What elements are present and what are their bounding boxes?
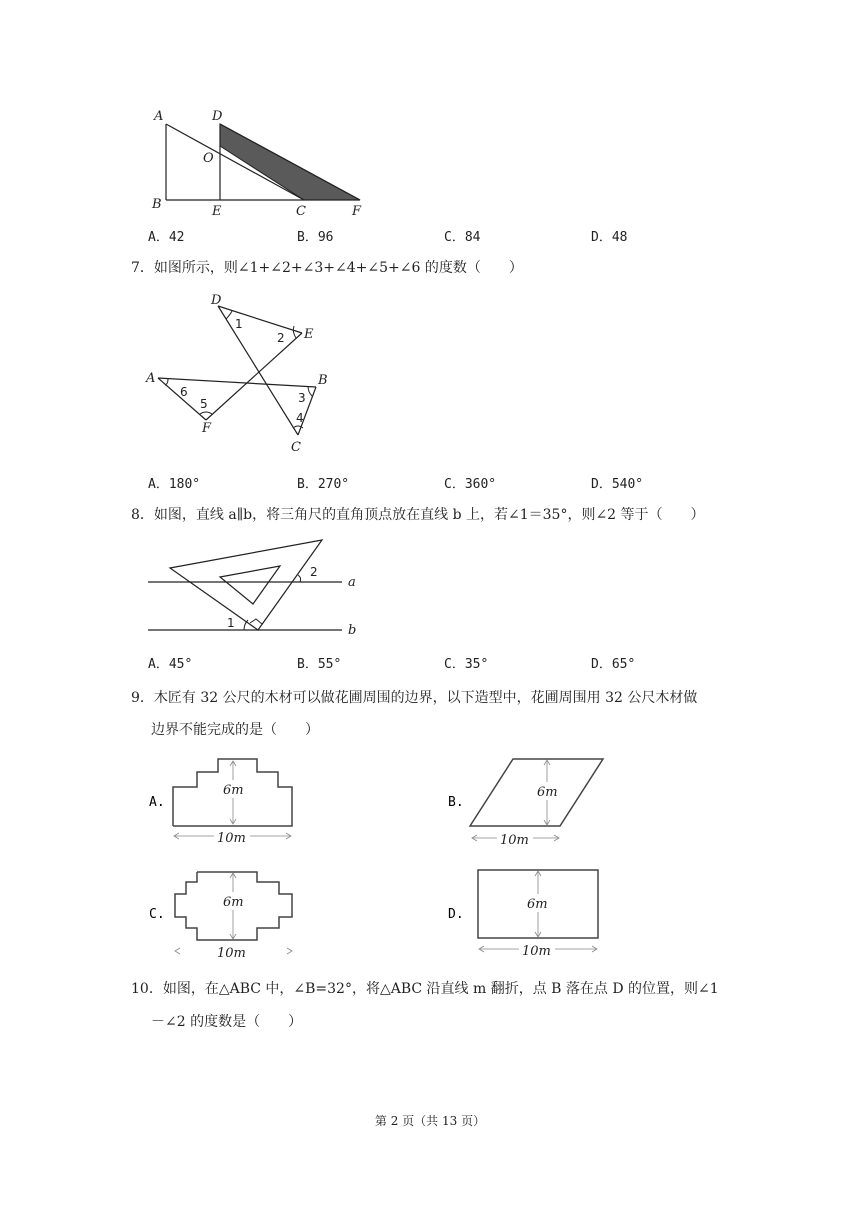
q6-figure <box>140 100 380 225</box>
q8-option-d[interactable]: D．65° <box>591 657 636 672</box>
q9-figure-d[interactable] <box>440 862 640 962</box>
q8-label-a: a <box>348 575 356 590</box>
page-footer: 第 2 页（共 13 页） <box>374 1114 486 1128</box>
q7-angle-1: 1 <box>235 317 243 331</box>
q6-option-a[interactable]: A．42 <box>148 230 185 245</box>
q7-label-E: E <box>304 327 314 342</box>
q7-option-a[interactable]: A．180° <box>148 477 201 492</box>
q9-a-height: 6m <box>223 783 244 798</box>
q9-option-d-label: D. <box>448 907 464 922</box>
q9-c-height: 6m <box>223 895 244 910</box>
q8-figure <box>140 534 380 646</box>
q9-a-width: 10m <box>217 831 246 846</box>
q6-label-C: C <box>296 204 306 219</box>
q6-option-b[interactable]: B．96 <box>297 230 334 245</box>
q7-angle-2: 2 <box>277 331 285 345</box>
q9-stem-line1: 9．木匠有 32 公尺的木材可以做花圃周围的边界，以下造型中，花圃周围用 32 公尺木材做 <box>131 690 698 706</box>
q6-label-O: O <box>203 151 214 166</box>
q9-figure-a[interactable] <box>140 750 320 850</box>
q7-angle-3: 3 <box>298 391 306 405</box>
q9-stem-line2: 边界不能完成的是（ ） <box>151 722 319 738</box>
q10-stem-line1: 10．如图，在△ABC 中，∠B=32°，将△ABC 沿直线 m 翻折，点 B 落在点 D 的位置，则∠1 <box>131 981 719 997</box>
q9-b-height: 6m <box>537 785 558 800</box>
q7-figure <box>140 290 340 460</box>
q9-figure-c[interactable] <box>140 862 320 962</box>
q8-angle-1: 1 <box>227 616 235 630</box>
q7-angle-4: 4 <box>296 411 304 425</box>
q6-label-B: B <box>152 197 162 212</box>
q9-option-b-label: B. <box>448 795 464 810</box>
q7-label-C: C <box>291 440 301 455</box>
q9-option-a-label: A. <box>149 795 165 810</box>
q6-label-F: F <box>352 204 362 219</box>
q9-c-width: 10m <box>217 946 246 961</box>
q7-label-D: D <box>211 293 222 308</box>
q7-label-A: A <box>146 371 156 386</box>
q7-angle-5: 5 <box>200 397 208 411</box>
q9-d-width: 10m <box>522 944 551 959</box>
q8-label-b: b <box>348 623 357 638</box>
q9-d-height: 6m <box>527 897 548 912</box>
q7-stem: 7．如图所示，则∠1+∠2+∠3+∠4+∠5+∠6 的度数（ ） <box>131 260 523 276</box>
q8-stem: 8．如图，直线 a∥b，将三角尺的直角顶点放在直线 b 上，若∠1＝35°，则∠2 等于（ ） <box>131 507 705 523</box>
q10-stem-line2: －∠2 的度数是（ ） <box>151 1014 303 1030</box>
q7-label-F: F <box>202 421 212 436</box>
q6-label-E: E <box>212 204 222 219</box>
q7-option-b[interactable]: B．270° <box>297 477 350 492</box>
q6-option-d[interactable]: D．48 <box>591 230 628 245</box>
q7-option-d[interactable]: D．540° <box>591 477 644 492</box>
q6-label-A: A <box>154 109 164 124</box>
q9-option-c-label: C. <box>149 907 165 922</box>
q8-option-b[interactable]: B．55° <box>297 657 342 672</box>
q8-option-a[interactable]: A．45° <box>148 657 193 672</box>
q7-label-B: B <box>318 373 328 388</box>
q7-option-c[interactable]: C．360° <box>444 477 497 492</box>
q9-b-width: 10m <box>500 833 529 848</box>
q9-figure-b[interactable] <box>440 750 640 850</box>
q7-angle-6: 6 <box>180 385 188 399</box>
q8-angle-2: 2 <box>310 565 318 579</box>
q6-option-c[interactable]: C．84 <box>444 230 481 245</box>
q8-option-c[interactable]: C．35° <box>444 657 489 672</box>
q6-label-D: D <box>212 109 223 124</box>
